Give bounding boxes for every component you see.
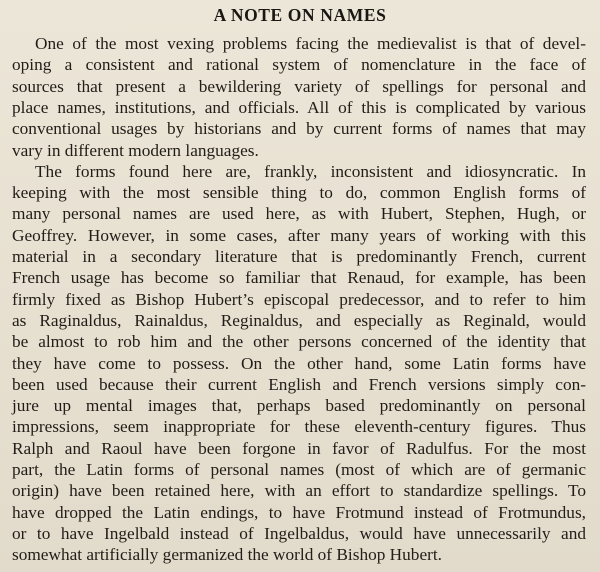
text-line: Ralph and Raoul have been forgone in favor of Radulfus. For the most	[12, 438, 586, 458]
text-line: place names, institutions, and officials. All of this is complicated by various	[12, 97, 586, 117]
text-line: French usage has become so familiar that Renaud, for example, has been	[12, 268, 586, 288]
text-line: sources that present a bewildering variety of spellings for personal and	[12, 76, 586, 96]
text-line: many personal names are used here, as with Hubert, Stephen, Hugh, or	[12, 204, 586, 224]
text-line: be almost to rob him and the other persons concerned of the identity that	[12, 332, 586, 352]
text-line: material in a secondary literature that is predominantly French, current	[12, 247, 586, 266]
text-line: jure up mental images that, perhaps based predominantly on personal	[12, 396, 586, 416]
text-line: The forms found here are, frankly, inconsistent and idiosyncratic. In	[35, 161, 586, 181]
text-line: they have come to possess. On the other hand, some Latin forms have	[12, 353, 586, 373]
text-line: somewhat artificially germanized the world of Bishop Hubert.	[12, 545, 442, 565]
page-heading: A NOTE ON NAMES	[213, 5, 387, 25]
text-line: as Raginaldus, Rainaldus, Reginaldus, and especially as Reginald, would	[12, 310, 586, 330]
text-line: or to have Ingelbald instead of Ingelbaldus, would have unnecessarily and	[12, 523, 586, 543]
text-line: oping a consistent and rational system of nomenclature in the face of	[12, 55, 586, 75]
text-line: been used because their current English and French versions simply con-	[12, 374, 586, 394]
text-line: origin) have been retained here, with an effort to standardize spellings. To	[12, 481, 586, 501]
text-line: Geoffrey. However, in some cases, after many years of working with this	[12, 225, 586, 245]
text-line: conventional usages by historians and by current forms of names that may	[12, 119, 586, 139]
text-line: impressions, seem inappropriate for these eleventh-century figures. Thus	[12, 417, 586, 437]
text-line: keeping with the most sensible thing to do, common English forms of	[12, 183, 586, 203]
text-line: have dropped the Latin endings, to have Frotmund instead of Frotmundus,	[12, 502, 586, 522]
text-line: One of the most vexing problems facing the medievalist is that of devel-	[35, 34, 586, 53]
text-line: vary in different modern languages.	[12, 140, 259, 160]
text-line: firmly fixed as Bishop Hubert’s episcopal predecessor, and to refer to him	[12, 289, 586, 309]
text-line: part, the Latin forms of personal names (most of which are of germanic	[12, 460, 586, 479]
